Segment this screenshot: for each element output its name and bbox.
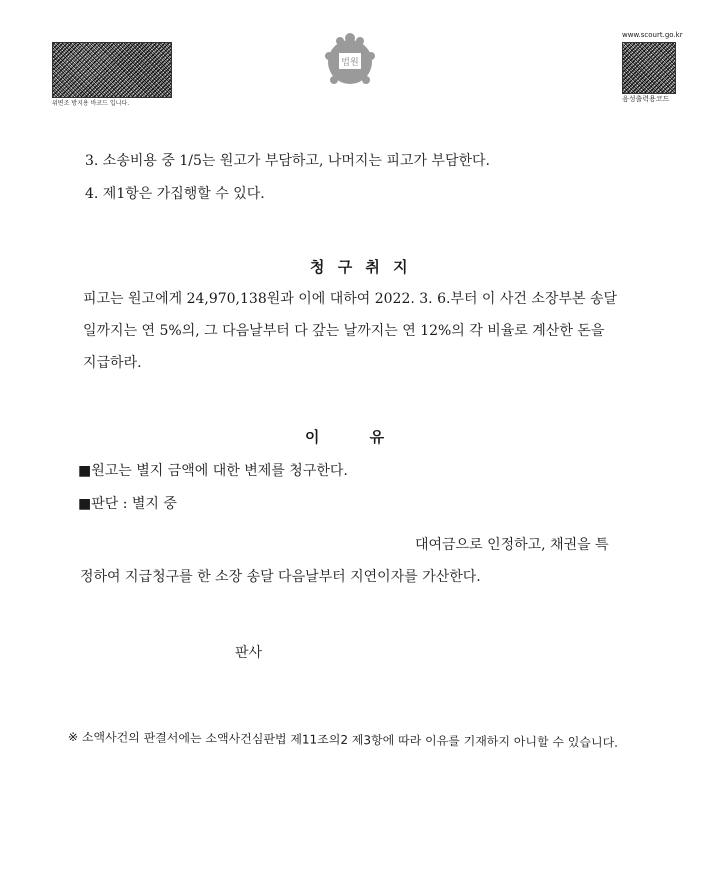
claim-title: 청 구 취 지 xyxy=(310,258,412,276)
court-url: www.scourt.go.kr xyxy=(622,31,683,39)
order-item-4: 4. 제1항은 가집행할 수 있다. xyxy=(85,186,265,202)
claim-line-2: 일까지는 연 5%의, 그 다음날부터 다 갚는 날까지는 연 12%의 각 비율로 계산한 돈을 xyxy=(83,323,605,339)
reason-continuation-2: 정하여 지급청구를 한 소장 송달 다음날부터 지연이자를 가산한다. xyxy=(80,569,481,585)
claim-line-3: 지급하라. xyxy=(83,355,142,371)
court-seal-icon xyxy=(322,30,378,90)
footnote: ※ 소액사건의 판결서에는 소액사건심판법 제11조의2 제3항에 따라 이유를 기재하지 아니할 수 있습니다. xyxy=(67,730,619,750)
reason-item-1: ■원고는 별지 금액에 대한 변제를 청구한다. xyxy=(78,463,348,479)
voice-output-barcode xyxy=(622,42,676,94)
order-item-3: 3. 소송비용 중 1/5는 원고가 부담하고, 나머지는 피고가 부담한다. xyxy=(85,153,490,169)
anti-forgery-barcode-caption: 위변조 방지용 바코드 입니다. xyxy=(52,100,130,107)
reason-item-2: ■판단 : 별지 중 xyxy=(78,496,177,512)
reasons-title: 이 유 xyxy=(305,428,389,446)
reason-continuation-1: 대여금으로 인정하고, 채권을 특 xyxy=(415,537,609,553)
claim-line-1: 피고는 원고에게 24,970,138원과 이에 대하여 2022. 3. 6.부터 이 사건 소장부본 송달 xyxy=(83,291,618,307)
anti-forgery-barcode xyxy=(52,42,172,98)
seal-text: 법원 xyxy=(341,58,359,68)
voice-output-barcode-caption: 음성출력용코드 xyxy=(622,95,670,103)
judge-label: 판사 xyxy=(235,645,263,661)
